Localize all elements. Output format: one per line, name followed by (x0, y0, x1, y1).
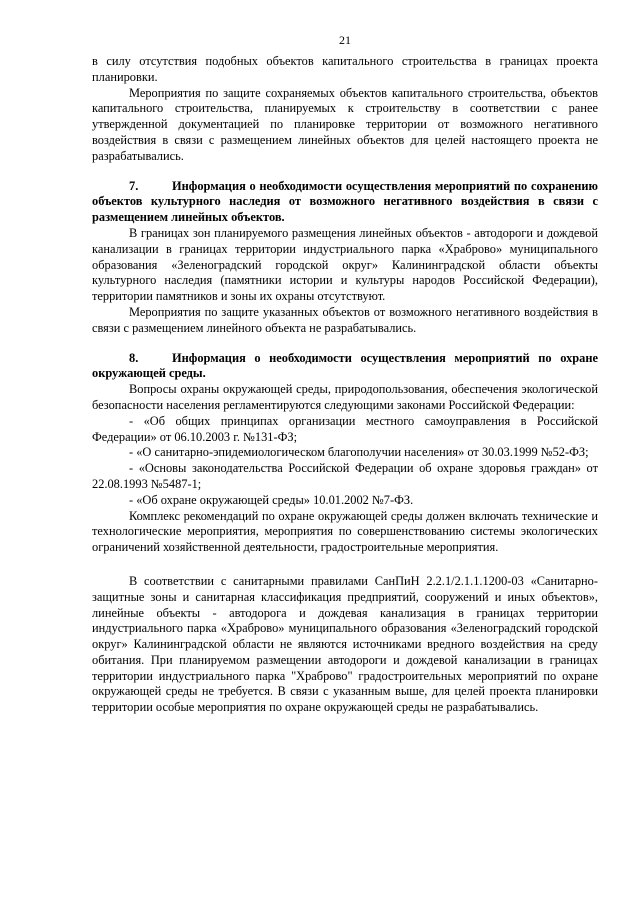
page-number: 21 (339, 33, 351, 47)
section-7-title: Информация о необходимости осуществления мероприятий по сохранению объектов культурного наследия от возможного негативного воздействия в связи с размещением линейных объектов. (92, 178, 598, 225)
section-8-number: 8. (129, 350, 139, 365)
section-8-heading (92, 351, 598, 383)
section-7-heading (92, 179, 598, 226)
section-7-paragraph-1: В границах зон планируемого размещения линейных объектов - автодороги и дождевой канализации в границах территории индустриального парка «Храброво» муниципального образования «Зеленоградский городской округ» Калининградской области объекты культурного наследия (памятники истории и культуры народов Российской Федерации), территории памятников и зоны их охраны отсутствуют. (92, 225, 598, 304)
section-7-number: 7. (129, 178, 139, 193)
section-8-title: Информация о необходимости осуществления мероприятий по охране окружающей среды. (92, 350, 598, 381)
law-list-item: - «О санитарно-эпидемиологическом благополучии населения» от 30.03.1999 №52-ФЗ; (129, 445, 589, 460)
section-8-paragraph-1: Вопросы охраны окружающей среды, природопользования, обеспечения экологической безопасности населения регламентируются следующими законами Российской Федерации: (92, 382, 598, 412)
paragraph-protection-measures: Мероприятия по защите сохраняемых объектов капитального строительства, объектов капитального строительства, планируемых к строительству в соответствии с ранее утвержденной документацией по планировке территории от возможного негативного воздействия в связи с размещением линейных объектов для целей настоящего проекта не разрабатывались. (92, 85, 598, 163)
paragraph-continuation: в силу отсутствия подобных объектов капитального строительства в границах проекта планировки. (92, 54, 598, 84)
section-7-paragraph-2: Мероприятия по защите указанных объектов от возможного негативного воздействия в связи с размещением линейного объекта не разрабатывались. (92, 304, 598, 335)
section-8-paragraph-3: В соответствии с санитарными правилами СанПиН 2.2.1/2.1.1.1200-03 «Санитарно-защитные зоны и санитарная классификация предприятий, сооружений и иных объектов», линейные объекты - автодорога и дождевая канализация в границах территории индустриального парка «Храброво» муниципального образования «Зеленоградский городской округ» Калининградской области не являются источниками вредного воздействия на среду обитания. При планируемом размещении автодороги и дождевой канализации в границах территории индустриального парка "Храброво" градостроительных мероприятий по охране окружающей среды не требуется. В связи с указанным выше, для целей проекта планировки территории особые мероприятия по охране окружающей среды не разрабатывались. (92, 573, 598, 715)
law-list-item: - «Об общих принципах организации местного самоуправления в Российской Федерации» от 06.10.2003 г. №131-ФЗ; (92, 413, 598, 444)
law-list-item: - «Основы законодательства Российской Федерации об охране здоровья граждан» от 22.08.1993 №5487-1; (92, 461, 598, 491)
section-8-paragraph-2: Комплекс рекомендаций по охране окружающей среды должен включать технические и технологические мероприятия, мероприятия по совершенствованию системы экологических ограничений хозяйственной деятельности, градостроительные мероприятия. (92, 508, 598, 555)
law-list-item: - «Об охране окружающей среды» 10.01.2002 №7-ФЗ. (129, 492, 414, 507)
